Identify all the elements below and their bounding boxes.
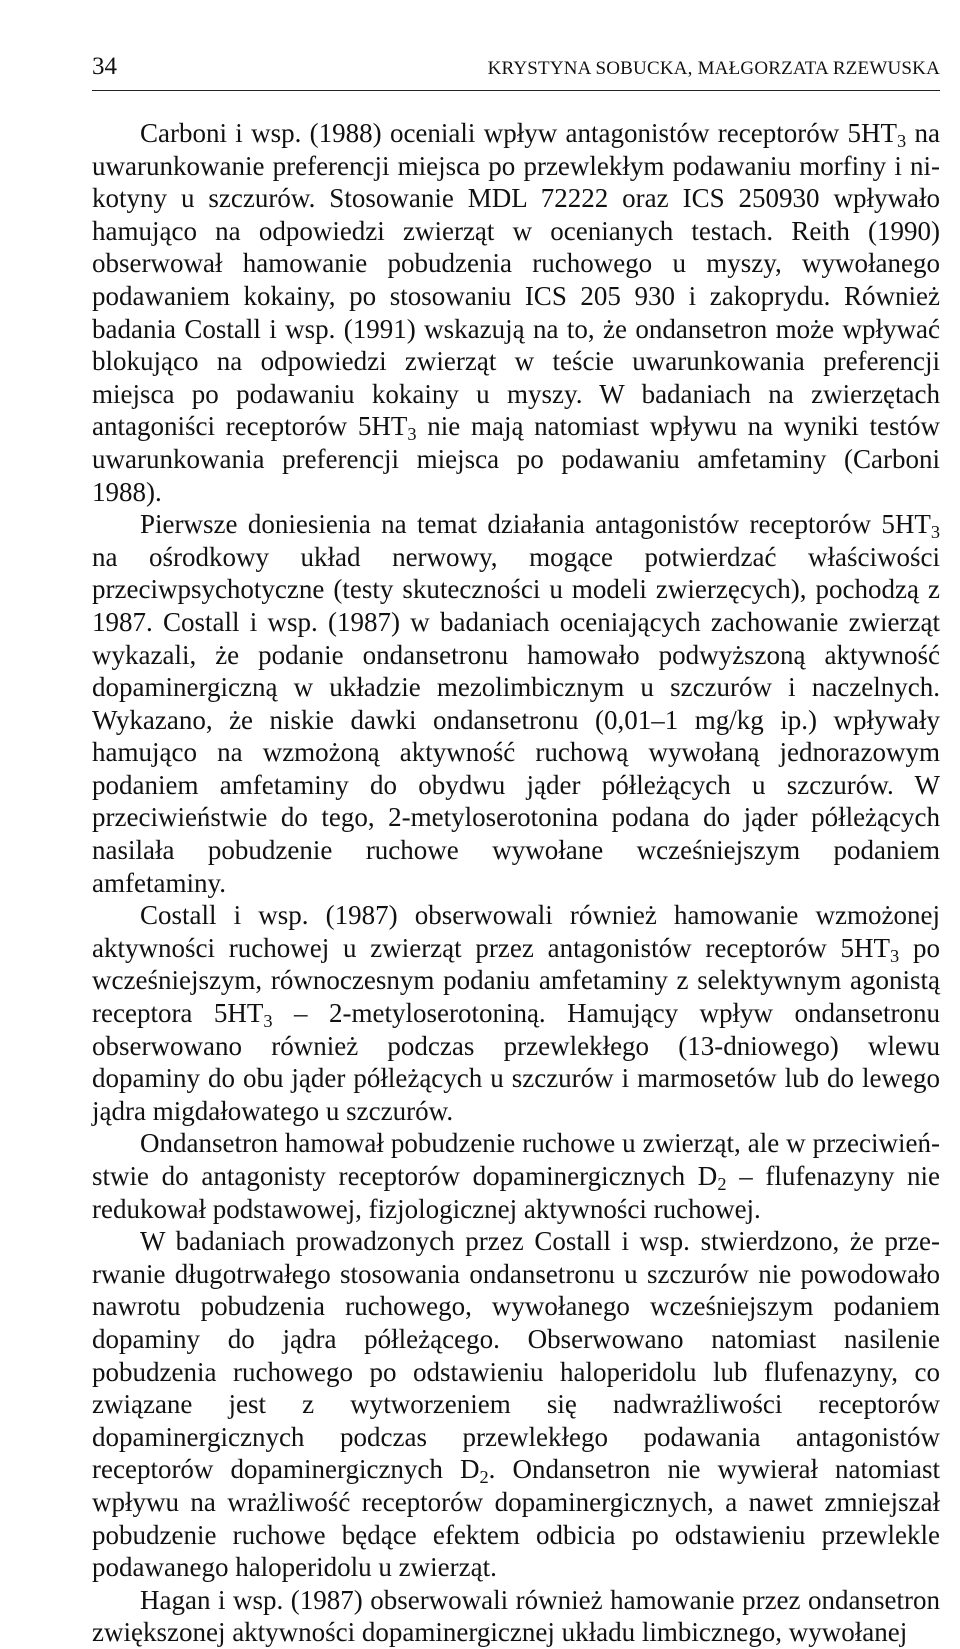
- paragraph: [92, 117, 940, 508]
- text-run: Costall i wsp. (1987) obserwowali również hamowanie wzmożonej aktywności ruchowej u zwierząt przez antagonistów receptorów 5HT: [92, 900, 940, 963]
- paragraph: [92, 899, 940, 1127]
- subscript: 3: [263, 1011, 273, 1032]
- text-run: Carboni i wsp. (1988) oceniali wpływ antagonistów receptorów 5HT: [140, 118, 898, 148]
- text-run: na ośrodkowy układ nerwowy, mogące potwierdzać właściwości przeciwpsychotyczne (testy skuteczności u modeli zwierzęcych), pochodzą z 1987. Costall i wsp. (1987) w badaniach oceniających zachowanie zwierząt wykazali, że podanie ondansetronu hamowało podwyższoną aktywność dopaminergiczną w układzie mezolimbicznym u szczurów i naczelnych. Wykazano, że niskie dawki ondansetronu (0,01–1 mg/kg ip.) wpływały hamująco na wzmożoną aktywność ruchową wywołaną jednorazowym podaniem amfetaminy do obydwu jąder półleżących u szczurów. W przeciwieństwie do tego, 2-metyloserotonina podana do jąder półleżących nasilała pobudzenie ruchowe wywołane wcześniejszym podaniem amfetaminy.: [92, 541, 940, 898]
- text-run: – flufenazyny nie redukował podstawowej, fizjologicznej aktywności ruchowej.: [92, 1161, 941, 1224]
- paragraph: [92, 1225, 940, 1584]
- text-run: po wcześniejszym, równoczesnym podaniu amfetaminy z selektywnym agonistą receptora 5HT: [92, 932, 940, 1029]
- page-number: 34: [92, 53, 117, 80]
- text-run: W badaniach prowadzonych przez Costall i wsp. stwierdzono, że przerwanie długotrwałego stosowania ondansetronu u szczurów nie powodowało nawrotu pobudzenia ruchowego, wywołanego wcześniejszym podaniem dopaminy do jądra półleżącego. Obserwowano natomiast nasilenie pobudzenia ruchowego po odstawieniu haloperidolu lub flufenazyny, co związane jest z wytworzeniem się nadwrażliwości receptorów dopaminergicznych podczas przewlekłego podawania antagonistów receptorów dopaminergicznych D: [92, 1226, 940, 1485]
- text-run: nie mają natomiast wpływu na wyniki testów uwarunkowania preferencji miejsca po podawaniu amfetaminy (Carboni 1988).: [92, 411, 941, 507]
- body-text: [92, 117, 940, 1649]
- subscript: 3: [897, 131, 907, 152]
- subscript: 3: [407, 424, 417, 445]
- subscript: 2: [479, 1467, 489, 1488]
- text-run: na uwarunkowanie preferencji miejsca po przewlekłym podawaniu morfiny i nikotyny u szczurów. Stosowanie MDL 72222 oraz ICS 250930 wpływało hamująco na odpowiedzi zwierząt w ocenianych testach. Reith (1990) obserwował hamowanie pobudzenia ruchowego u myszy, wywołanego podawaniem kokainy, po stosowaniu ICS 205 930 i zakoprydu. Również badania Costall i wsp. (1991) wskazują na to, że ondansetron może wpływać blokująco na odpowiedzi zwierząt w teście uwarunkowania preferencji miejsca po podawaniu kokainy u myszy. W badaniach na zwierzętach antagoniści receptorów 5HT: [92, 118, 940, 442]
- text-run: Hagan i wsp. (1987) obserwowali również hamowanie przez ondansetron zwiększonej aktywności dopaminergicznej układu limbicznego, wywołanej: [92, 1584, 940, 1648]
- subscript: 3: [930, 522, 940, 543]
- subscript: 2: [717, 1174, 727, 1195]
- paragraph: [92, 1127, 940, 1225]
- subscript: 3: [890, 945, 900, 966]
- text-run: Ondansetron hamował pobudzenie ruchowe u zwierząt, ale w przeciwieństwie do antagonisty receptorów dopaminergicznych D: [92, 1128, 940, 1191]
- text-run: Pierwsze doniesienia na temat działania antagonistów receptorów 5HT: [140, 509, 931, 540]
- running-header: [92, 52, 940, 91]
- text-run: . Ondansetron nie wywierał natomiast wpływu na wrażliwość receptorów dopaminergicznych, a nawet zmniejszał pobudzenie ruchowe będące efektem odbicia po odstawieniu przewlekle podawanego haloperidolu u zwierząt.: [92, 1454, 940, 1583]
- paragraph: [92, 1584, 940, 1649]
- running-head-authors: KRYSTYNA SOBUCKA, MAŁGORZATA RZEWUSKA: [487, 58, 940, 79]
- document-page: [92, 52, 940, 1649]
- paragraph: [92, 508, 940, 899]
- text-run: – 2-metyloserotoniną. Hamujący wpływ ondansetronu obserwowano również podczas przewlekłego (13-dniowego) wlewu dopaminy do obu jąder półleżących u szczurów i marmosetów lub do lewego jądra migdałowatego u szczurów.: [92, 998, 940, 1126]
